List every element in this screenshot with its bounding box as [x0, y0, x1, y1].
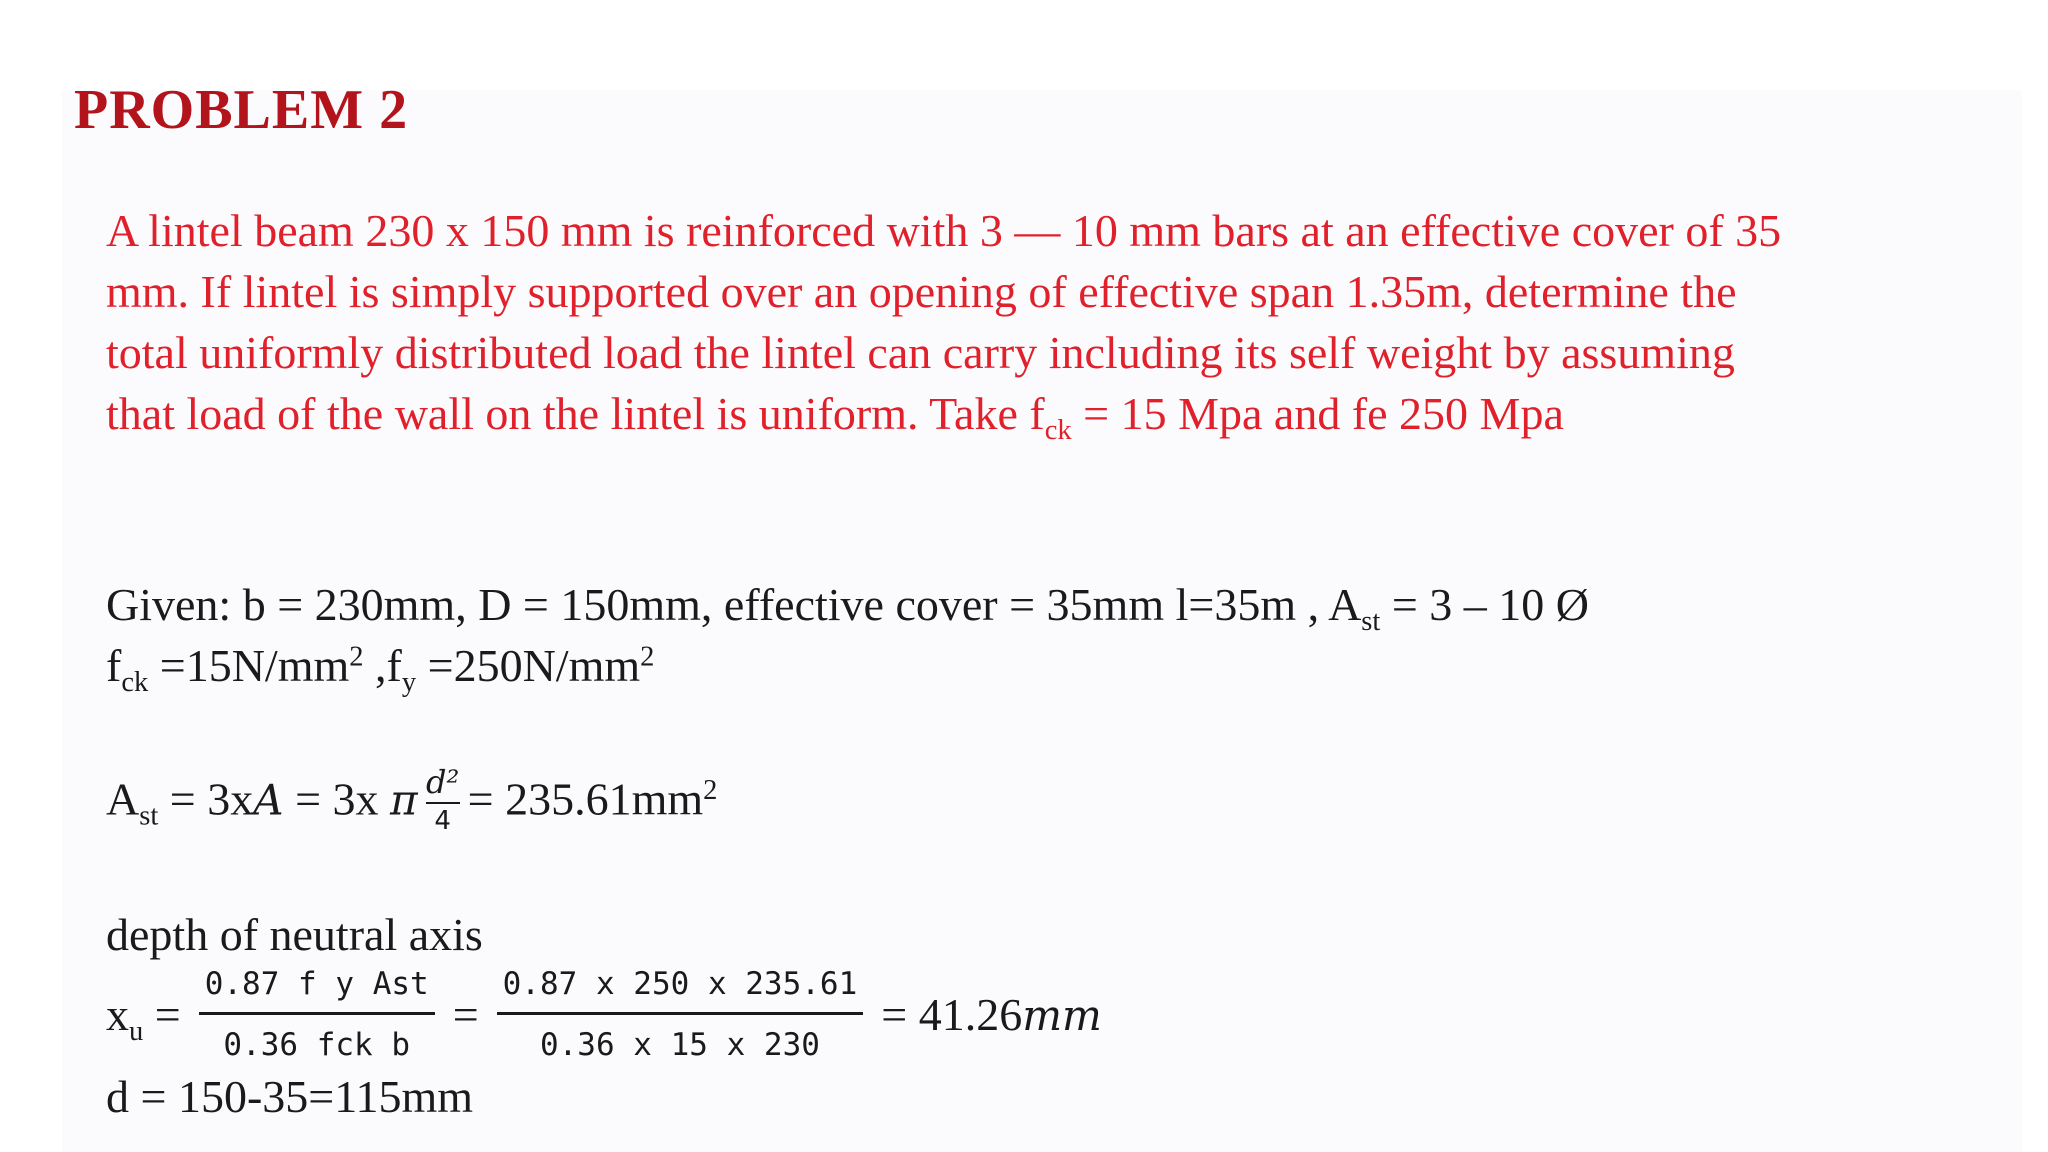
fck-unit-sup: 2: [349, 641, 364, 673]
xu-value-fraction: [497, 962, 864, 1067]
ast-eq1: = 3x: [158, 773, 254, 825]
xu-equation: [106, 962, 1102, 1072]
given-block: [106, 574, 1589, 696]
xu-eq: =: [143, 989, 181, 1040]
d-squared-fraction: [426, 764, 460, 836]
formula-bar: [199, 1012, 435, 1015]
xu-result: [881, 988, 1102, 1041]
fy-unit-sup: 2: [640, 641, 655, 673]
problem-line-4-pre: that load of the wall on the lintel is uniform. Take f: [106, 388, 1045, 439]
fck-subscript: ck: [1044, 414, 1072, 446]
ast-eq2: = 3x: [283, 773, 391, 825]
xu-result-unit: mm: [1022, 991, 1102, 1040]
given-line-1-pre: Given: b = 230mm, D = 150mm, effective cover = 35mm l=35m , A: [106, 579, 1362, 630]
depth-label: depth of neutral axis: [106, 909, 483, 960]
problem-line-1: A lintel beam 230 x 150 mm is reinforced with 3 — 10 mm bars at an effective cover of 35: [106, 205, 1782, 256]
ast-result: = 235.61mm: [467, 773, 704, 825]
ast-var: A: [253, 775, 284, 825]
problem-line-4-post: = 15 Mpa and fe 250 Mpa: [1071, 388, 1564, 439]
given-line-1-post: = 3 – 10 Ø: [1380, 579, 1589, 630]
frac-denominator: 4: [434, 806, 451, 836]
problem-statement: [106, 200, 2006, 444]
value-denominator: 0.36 x 15 x 230: [539, 1027, 820, 1063]
value-numerator: 0.87 x 250 x 235.61: [502, 966, 858, 1002]
formula-numerator: 0.87 f y Ast: [204, 966, 429, 1002]
xu-x: x: [106, 989, 129, 1040]
frac-numerator: d²: [425, 763, 460, 801]
given-line-2: [106, 635, 1589, 696]
fck-value: =15N/mm: [148, 640, 350, 691]
pi-symbol: π: [390, 775, 418, 825]
given-line-1: [106, 574, 1589, 635]
xu-lhs: [106, 988, 181, 1047]
fy-value: =250N/mm: [416, 640, 641, 691]
ast-sub: st: [139, 800, 159, 832]
fraction-bar: [426, 802, 460, 804]
fy-f: ,f: [363, 640, 402, 691]
ast-result-sup: 2: [703, 774, 718, 806]
xu-result-value: = 41.26: [881, 989, 1023, 1040]
fy-sub: y: [401, 666, 417, 698]
xu-sub: u: [129, 1015, 144, 1047]
problem-line-4: [106, 383, 2006, 444]
xu-formula-fraction: [199, 962, 435, 1067]
d-equation: d = 150-35=115mm: [106, 1071, 474, 1122]
problem-line-2: mm. If lintel is simply supported over an opening of effective span 1.35m, determine the: [106, 266, 1737, 317]
fck-f: f: [106, 640, 122, 691]
ast-subscript: st: [1361, 605, 1381, 637]
ast-equation: [106, 763, 718, 840]
formula-denominator: 0.36 fck b: [223, 1027, 411, 1063]
fck-sub: ck: [121, 666, 149, 698]
value-bar: [497, 1012, 864, 1015]
xu-eq2: =: [452, 989, 479, 1040]
problem-line-3: total uniformly distributed load the lintel can carry including its self weight by assuming: [106, 327, 1735, 378]
ast-a: A: [106, 773, 140, 825]
slide-title: PROBLEM 2: [74, 79, 409, 141]
